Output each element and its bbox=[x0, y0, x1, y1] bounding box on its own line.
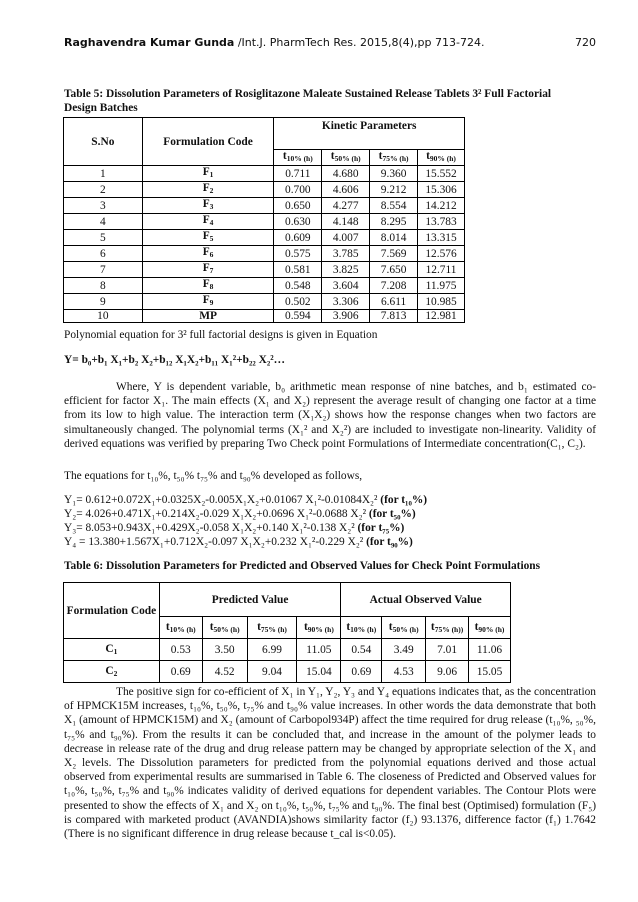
t6-subheader-t: t bbox=[209, 621, 214, 633]
t6-subheader-t: t bbox=[257, 621, 261, 633]
t5-cell-sno: 1 bbox=[64, 166, 143, 182]
equation-tag: (for t₉₀%) bbox=[363, 536, 413, 548]
t5-cell-t50: 4.277 bbox=[322, 198, 370, 214]
t5-cell-code bbox=[142, 166, 274, 182]
t5-subheader-sub: 50% (h) bbox=[334, 154, 361, 163]
t6-cell-value: 3.50 bbox=[202, 639, 247, 661]
table-row bbox=[64, 262, 465, 278]
t5-code: F bbox=[202, 262, 210, 274]
table-row bbox=[64, 198, 465, 214]
t6-cell-code bbox=[64, 639, 160, 661]
t5-code: F bbox=[202, 214, 210, 226]
t5-cell-sno: 2 bbox=[64, 182, 143, 198]
t6-subheader-t: t bbox=[346, 621, 351, 633]
t6-subheader-sub: 10% (h) bbox=[350, 625, 377, 634]
equations-block bbox=[64, 493, 596, 549]
t5-cell-sno: 9 bbox=[64, 294, 143, 310]
t5-cell-t10: 0.650 bbox=[274, 198, 322, 214]
t6-cell-value: 0.53 bbox=[159, 639, 202, 661]
t6-subheader-3 bbox=[297, 617, 341, 639]
poly-intro: Polynomial equation for 3² full factorial designs is given in Equation bbox=[64, 329, 378, 341]
t5-cell-t10: 0.700 bbox=[274, 182, 322, 198]
t5-cell-sno: 10 bbox=[64, 310, 143, 323]
t5-code: F bbox=[202, 166, 210, 178]
t6-subheader-sub: 50% (h) bbox=[392, 625, 419, 634]
table5-caption-line2: Design Batches bbox=[64, 102, 138, 114]
table-row bbox=[64, 661, 511, 683]
page-number: 720 bbox=[575, 36, 596, 49]
t6-cell-value: 4.53 bbox=[382, 661, 426, 683]
t5-cell-t10: 0.594 bbox=[274, 310, 322, 323]
t6-cell-value: 11.05 bbox=[297, 639, 341, 661]
t6-subheader-5 bbox=[382, 617, 426, 639]
t6-subheader-sub: 50% (h) bbox=[213, 625, 240, 634]
t5-cell-t90: 13.783 bbox=[418, 214, 465, 230]
table5-caption-line1: Table 5: Dissolution Parameters of Rosiglitazone Maleate Sustained Release Tablets 3² Full Factorial bbox=[64, 88, 552, 100]
t5-code: F bbox=[202, 182, 210, 194]
t6-cell-value: 9.04 bbox=[247, 661, 297, 683]
t5-cell-t90: 12.711 bbox=[418, 262, 465, 278]
t5-cell-t75: 6.611 bbox=[370, 294, 418, 310]
table-row bbox=[64, 182, 465, 198]
t5-code: F bbox=[202, 294, 210, 306]
t6-subheader-t: t bbox=[303, 621, 308, 633]
t5-cell-sno: 5 bbox=[64, 230, 143, 246]
table5-body bbox=[64, 166, 465, 323]
equation-lhs: Y₄ = bbox=[64, 536, 89, 548]
t5-cell-t75: 7.650 bbox=[370, 262, 418, 278]
equations-intro: The equations for t₁₀%, t₅₀% t₇₅% and t₉₀% developed as follows, bbox=[64, 470, 363, 482]
t5-cell-t90: 15.552 bbox=[418, 166, 465, 182]
t5-subheader-sub: 10% (h) bbox=[286, 154, 313, 163]
table6-caption: Table 6: Dissolution Parameters for Predicted and Observed Values for Check Point Formulations bbox=[64, 560, 541, 572]
equation-rhs: 4.026+0.471X₁+0.214X₂-0.029 X₁X₂+0.0696 X₁²-0.0688 X₂² bbox=[85, 508, 367, 520]
t5-cell-t50: 3.825 bbox=[322, 262, 370, 278]
t5-subheader-1 bbox=[322, 150, 370, 166]
table-row bbox=[64, 166, 465, 182]
t6-subheader-sub: 10% (h) bbox=[169, 625, 196, 634]
equation-line bbox=[64, 507, 596, 521]
t5-cell-t50: 3.604 bbox=[322, 278, 370, 294]
t6-subheader-t: t bbox=[430, 621, 435, 633]
t5-subheader-sub: 90% (h) bbox=[429, 154, 456, 163]
t6-code: C bbox=[105, 665, 114, 677]
table6-header-actual: Actual Observed Value bbox=[341, 583, 511, 617]
t5-cell-t50: 4.007 bbox=[322, 230, 370, 246]
t6-cell-code bbox=[64, 661, 160, 683]
t6-cell-value: 0.54 bbox=[341, 639, 382, 661]
t5-cell-t75: 8.014 bbox=[370, 230, 418, 246]
equation-tag: (for t₁₀%) bbox=[377, 494, 428, 506]
t5-cell-t90: 15.306 bbox=[418, 182, 465, 198]
t6-subheader-4 bbox=[341, 617, 382, 639]
t5-subheader-3 bbox=[418, 150, 465, 166]
t6-code-sub: 1 bbox=[113, 647, 118, 656]
t5-cell-t10: 0.581 bbox=[274, 262, 322, 278]
t5-cell-t50: 4.148 bbox=[322, 214, 370, 230]
t5-cell-t10: 0.630 bbox=[274, 214, 322, 230]
t5-cell-sno: 8 bbox=[64, 278, 143, 294]
t6-cell-value: 0.69 bbox=[159, 661, 202, 683]
table5-caption bbox=[64, 87, 551, 115]
t5-cell-t90: 13.315 bbox=[418, 230, 465, 246]
t6-code-sub: 2 bbox=[113, 669, 118, 678]
t5-cell-t50: 3.906 bbox=[322, 310, 370, 323]
t5-cell-code bbox=[142, 182, 274, 198]
t5-cell-t10: 0.548 bbox=[274, 278, 322, 294]
equation-rhs: 0.612+0.072X₁+0.0325X₂-0.005X₁X₂+0.01067 X₁²-0.01084X₂² bbox=[85, 494, 378, 506]
table6 bbox=[63, 582, 511, 683]
t5-code-sub: 3 bbox=[209, 202, 214, 211]
t5-cell-t90: 12.981 bbox=[418, 310, 465, 323]
t5-cell-code bbox=[142, 246, 274, 262]
table-row bbox=[64, 310, 465, 323]
t5-cell-code bbox=[142, 214, 274, 230]
table5 bbox=[63, 117, 465, 323]
t6-cell-value: 7.01 bbox=[426, 639, 469, 661]
t5-cell-sno: 4 bbox=[64, 214, 143, 230]
t6-subheader-7 bbox=[469, 617, 511, 639]
table6-header-predicted: Predicted Value bbox=[159, 583, 341, 617]
t5-subheader-0 bbox=[274, 150, 322, 166]
t6-subheader-1 bbox=[202, 617, 247, 639]
table-row bbox=[64, 246, 465, 262]
equation-lhs: Y₂= bbox=[64, 508, 86, 520]
t6-subheader-6 bbox=[426, 617, 469, 639]
t5-code: F bbox=[202, 278, 210, 290]
t5-code: F bbox=[202, 230, 210, 242]
t5-cell-sno: 6 bbox=[64, 246, 143, 262]
t6-cell-value: 4.52 bbox=[202, 661, 247, 683]
t5-cell-code bbox=[142, 310, 274, 323]
t5-code-sub: 7 bbox=[209, 266, 214, 275]
poly-equation: Y= b₀+b₁ X₁+b₂ X₂+b₁₂ X₁X₂+b₁₁ X₁²+b₂₂ X₂²… bbox=[64, 354, 286, 366]
t5-cell-t50: 3.785 bbox=[322, 246, 370, 262]
t5-subheader-t: t bbox=[426, 150, 430, 162]
table6-header-formulation: Formulation Code bbox=[64, 583, 160, 639]
t5-subheader-t: t bbox=[330, 150, 335, 162]
t6-cell-value: 15.04 bbox=[297, 661, 341, 683]
t6-subheader-sub: 75% (h)) bbox=[434, 625, 464, 634]
equation-lhs: Y₁= bbox=[64, 494, 86, 506]
table5-header-kinetic: Kinetic Parameters bbox=[274, 118, 465, 150]
t6-cell-value: 11.06 bbox=[469, 639, 511, 661]
t5-cell-t90: 11.975 bbox=[418, 278, 465, 294]
t5-cell-t10: 0.609 bbox=[274, 230, 322, 246]
t5-cell-t90: 14.212 bbox=[418, 198, 465, 214]
t6-cell-value: 6.99 bbox=[247, 639, 297, 661]
t5-subheader-t: t bbox=[378, 150, 383, 162]
t5-cell-t50: 4.606 bbox=[322, 182, 370, 198]
t5-cell-code bbox=[142, 198, 274, 214]
t5-cell-t75: 7.813 bbox=[370, 310, 418, 323]
t5-cell-t90: 12.576 bbox=[418, 246, 465, 262]
equation-tag: (for t₅₀%) bbox=[366, 508, 416, 520]
equation-rhs: 8.053+0.943X₁+0.429X₂-0.058 X₁X₂+0.140 X₁²-0.138 X₂² bbox=[85, 522, 355, 534]
t5-cell-t10: 0.711 bbox=[274, 166, 322, 182]
t5-code-sub: 5 bbox=[209, 234, 214, 243]
table5-header-sno: S.No bbox=[64, 118, 143, 166]
t5-subheader-sub: 75% (h) bbox=[382, 154, 409, 163]
t6-cell-value: 3.49 bbox=[382, 639, 426, 661]
equation-line bbox=[64, 521, 596, 535]
table5-header-formulation: Formulation Code bbox=[142, 118, 274, 166]
t6-subheader-sub: 90% (h) bbox=[478, 625, 505, 634]
t5-code-sub: 6 bbox=[209, 250, 214, 259]
paragraph-where: Where, Y is dependent variable, b₀ arithmetic mean response of nine batches, and b₁ estimated co-efficient for factor X₁. The main effects (X₁ and X₂) represent the average result of changing one factor at a time from its low to high value. The interaction term (X₁X₂) shows how the response changes when two factors are simultaneously changed. The polynomial terms (X₁² and X₂²) are included to investigate non-linearity. Validity of derived equations was verified by preparing Two Check point Formulations of Intermediate concentration(C₁, C₂). bbox=[64, 381, 596, 450]
table-row bbox=[64, 639, 511, 661]
header-author: Raghavendra Kumar Gunda bbox=[64, 36, 235, 49]
t6-subheader-t: t bbox=[165, 621, 170, 633]
t5-subheader-2 bbox=[370, 150, 418, 166]
t5-code-sub: 2 bbox=[209, 186, 214, 195]
t5-cell-t75: 9.360 bbox=[370, 166, 418, 182]
t6-subheader-0 bbox=[159, 617, 202, 639]
t6-subheader-2 bbox=[247, 617, 297, 639]
t5-code: F bbox=[202, 246, 210, 258]
t5-cell-sno: 7 bbox=[64, 262, 143, 278]
t5-cell-t75: 7.569 bbox=[370, 246, 418, 262]
equation-line bbox=[64, 535, 596, 549]
table-row bbox=[64, 230, 465, 246]
t6-cell-value: 0.69 bbox=[341, 661, 382, 683]
equation-lhs: Y₃= bbox=[64, 522, 86, 534]
t6-code: C bbox=[105, 643, 114, 655]
t5-cell-code bbox=[142, 262, 274, 278]
t5-cell-t50: 4.680 bbox=[322, 166, 370, 182]
running-header bbox=[64, 36, 596, 52]
t6-subheader-sub: 90% (h) bbox=[307, 625, 334, 634]
table-row bbox=[64, 294, 465, 310]
t6-cell-value: 9.06 bbox=[426, 661, 469, 683]
t5-cell-t10: 0.575 bbox=[274, 246, 322, 262]
t5-cell-t90: 10.985 bbox=[418, 294, 465, 310]
t5-subheader-t: t bbox=[282, 150, 287, 162]
header-citation: /Int.J. PharmTech Res. 2015,8(4),pp 713-724. bbox=[234, 36, 485, 49]
t5-cell-t75: 7.208 bbox=[370, 278, 418, 294]
t5-code: F bbox=[202, 198, 210, 210]
t5-code-sub: 8 bbox=[209, 282, 214, 291]
t5-cell-code bbox=[142, 294, 274, 310]
table6-body bbox=[64, 639, 511, 683]
equation-rhs: 13.380+1.567X₁+0.712X₂-0.097 X₁X₂+0.232 X₁²-0.229 X₂² bbox=[88, 536, 364, 548]
t5-cell-t75: 8.295 bbox=[370, 214, 418, 230]
equation-tag: (for t₇₅%) bbox=[354, 522, 405, 534]
t6-subheader-t: t bbox=[388, 621, 393, 633]
t5-cell-t10: 0.502 bbox=[274, 294, 322, 310]
t5-cell-sno: 3 bbox=[64, 198, 143, 214]
t5-code: MP bbox=[199, 310, 217, 322]
t5-cell-code bbox=[142, 278, 274, 294]
t6-subheader-sub: 75% (h) bbox=[260, 625, 287, 634]
t5-code-sub: 1 bbox=[209, 170, 214, 179]
t5-cell-t75: 9.212 bbox=[370, 182, 418, 198]
paragraph-discussion: The positive sign for co-efficient of X₁ in Y₁, Y₂, Y₃ and Y₄ equations indicates that, as the concentration of HPMCK15M increases, t₁₀%, t₅₀%, t₇₅% and t₉₀% value increases. In other words the data demonstrate that both X₁ (amount of HPMCK15M) and X₂ (amount of Carbopol934P) affect the time required for drug release (t₁₀%, ₅₀%, t₇₅% and t₉₀%). From the results it can be concluded that, and increase in the amount of the polymer leads to decrease in release rate of the drug and drug release pattern may be changed by appropriate selection of the X₁ and X₂ levels. The Dissolution parameters for predicted from the polynomial equations derived and those actual observed from experimental results are summarised in Table 6. The closeness of Predicted and Observed values for t₁₀%, t₅₀%, t₇₅% and t₉₀% indicates validity of derived equations for dependent variables. The Contour Plots were presented to show the effects of X₁ and X₂ on t₁₀%, t₅₀%, t₇₅% and t₉₀%. The final best (Optimised) formulation (F₅) is compared with marketed product (AVANDIA)shows similarity factor (f₂) 93.1376, difference factor (f₁) 1.7642 (There is no significant difference in drug release because t_cal is<0.05). bbox=[64, 686, 596, 841]
t5-code-sub: 9 bbox=[209, 298, 214, 307]
table-row bbox=[64, 214, 465, 230]
t5-cell-code bbox=[142, 230, 274, 246]
t5-cell-t50: 3.306 bbox=[322, 294, 370, 310]
t6-subheader-t: t bbox=[474, 621, 479, 633]
t5-cell-t75: 8.554 bbox=[370, 198, 418, 214]
equation-line bbox=[64, 493, 596, 507]
table-row bbox=[64, 278, 465, 294]
t5-code-sub: 4 bbox=[209, 218, 214, 227]
t6-cell-value: 15.05 bbox=[469, 661, 511, 683]
